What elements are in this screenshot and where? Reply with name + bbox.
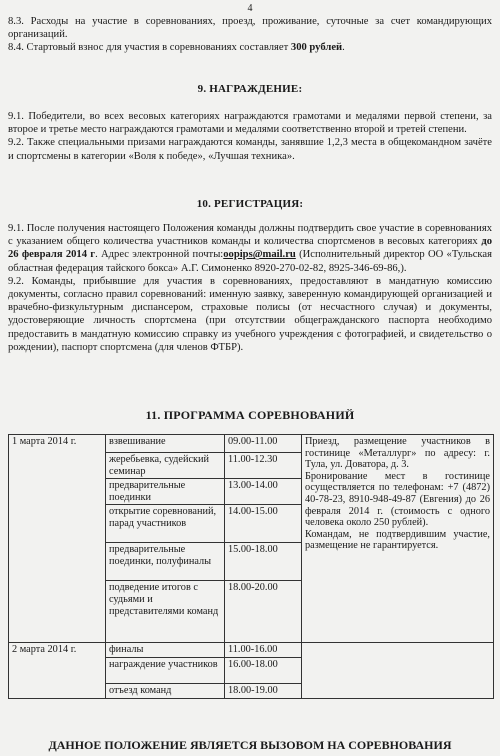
paragraph-8-4-prefix: 8.4. Стартовый взнос для участия в соревнованиях составляет <box>8 42 291 54</box>
footer-call: ДАННОЕ ПОЛОЖЕНИЕ ЯВЛЯЕТСЯ ВЫЗОВОМ НА СОРЕВНОВАНИЯ <box>48 738 452 752</box>
day2-date: 2 марта 2014 г. <box>9 643 106 698</box>
entry-fee-amount: 300 рублей <box>290 42 343 54</box>
table-row <box>9 643 494 658</box>
time-cell: 15.00-18.00 <box>225 543 302 581</box>
paragraph-10-2: 9.2. Команды, прибывшие для участия в соревнованиях, предоставляют в мандатную комиссию документы, согласно правил соревнований: именную заявку, заверенную командирующей организацией и врачебно-физкультурным диспансером, страховые полисы (от несчастного случая) и документы, удостоверяющие личность спортсмена (при отсутствии общегражданского паспорта необходимо предоставить в мандатную комиссию справку из учебного учреждения с фотографией, и свидетельство о рождении), паспорт спортсмена (для членов ФТБР). <box>8 275 492 353</box>
paragraph-9-1: 9.1. Победители, во всех весовых категориях награждаются грамотами и медалями первой степени, за второе и третье место награждаются грамотами и медалями соответственно второй и третей степени. <box>8 111 492 136</box>
time-cell: 14.00-15.00 <box>225 505 302 543</box>
paragraph-10-1 <box>8 222 492 275</box>
day1-date: 1 марта 2014 г. <box>9 435 106 643</box>
activity-cell: взвешивание <box>106 435 225 453</box>
activity-cell: награждение участников <box>106 657 225 683</box>
activity-cell: отъезд команд <box>106 683 225 698</box>
empty-notes-cell <box>302 643 494 698</box>
paragraph-8-4 <box>8 41 492 54</box>
program-table <box>8 434 494 699</box>
time-cell: 18.00-20.00 <box>225 581 302 643</box>
notes-cell <box>302 435 494 643</box>
section-9-title: 9. НАГРАЖДЕНИЕ: <box>197 83 303 95</box>
activity-cell: финалы <box>106 643 225 658</box>
activity-cell: жеребьевка, судейский семинар <box>106 453 225 479</box>
time-cell: 13.00-14.00 <box>225 479 302 505</box>
paragraph-8-4-suffix: . <box>342 42 345 54</box>
paragraph-10-1-c: (Исполнительный директор ОО «Тульская областная федерация тайского бокса» А.Г. Симоненко 8920-270-02-82, 8925-346-69-86,). <box>8 249 492 274</box>
paragraph-10-1-a: 9.1. После получения настоящего Положения команды должны подтвердить свое участие в соревнованиях с указанием общего количества участников команды и количества спортсменов в весовых категориях <box>8 223 492 248</box>
section-9-text <box>8 110 492 163</box>
table-row <box>9 435 494 453</box>
time-cell: 16.00-18.00 <box>225 657 302 683</box>
activity-cell: предварительные поединки <box>106 479 225 505</box>
section-8-text <box>8 15 492 55</box>
time-cell: 11.00-16.00 <box>225 643 302 658</box>
email-link[interactable]: oopips@mail.ru <box>223 249 296 261</box>
activity-cell: открытие соревнований, парад участников <box>106 505 225 543</box>
time-cell: 09.00-11.00 <box>225 435 302 453</box>
section-10-text <box>8 222 492 354</box>
registration-deadline: до 26 февраля 2014 г <box>8 236 492 261</box>
notes-booking: Бронирование мест в гостинице осуществляется по телефонам: +7 (4872) 40-78-23, 8910-948-49-87 (Евгения) до 26 февраля 2014 г. (стоимость с одного человека около 250 рублей). <box>305 470 490 529</box>
paragraph-8-3: 8.3. Расходы на участие в соревнованиях, проезд, проживание, суточные за счет командирующих организаций. <box>8 16 492 41</box>
section-10-title: 10. РЕГИСТРАЦИЯ: <box>196 198 304 210</box>
time-cell: 18.00-19.00 <box>225 683 302 698</box>
notes-arrival: Приезд, размещение участников в гостинице «Металлург» по адресу: г. Тула, ул. Доватора, д. 3. <box>305 436 490 471</box>
time-cell: 11.00-12.30 <box>225 453 302 479</box>
paragraph-9-2: 9.2. Также специальными призами награждаются команды, занявшие 1,2,3 места в общекомандном зачёте и спортсмены в категории «Воля к победе», «Лучшая техника». <box>8 137 492 162</box>
activity-cell: предварительные поединки, полуфиналы <box>106 543 225 581</box>
page-number: 4 <box>247 3 253 14</box>
activity-cell: подведение итогов с судьями и представителями команд <box>106 581 225 643</box>
notes-warning: Командам, не подтвердившим участие, размещение не гарантируется. <box>305 528 490 552</box>
section-11-title: 11. ПРОГРАММА СОРЕВНОВАНИЙ <box>145 408 355 422</box>
paragraph-10-1-b: . Адрес электронной почты: <box>95 249 224 261</box>
